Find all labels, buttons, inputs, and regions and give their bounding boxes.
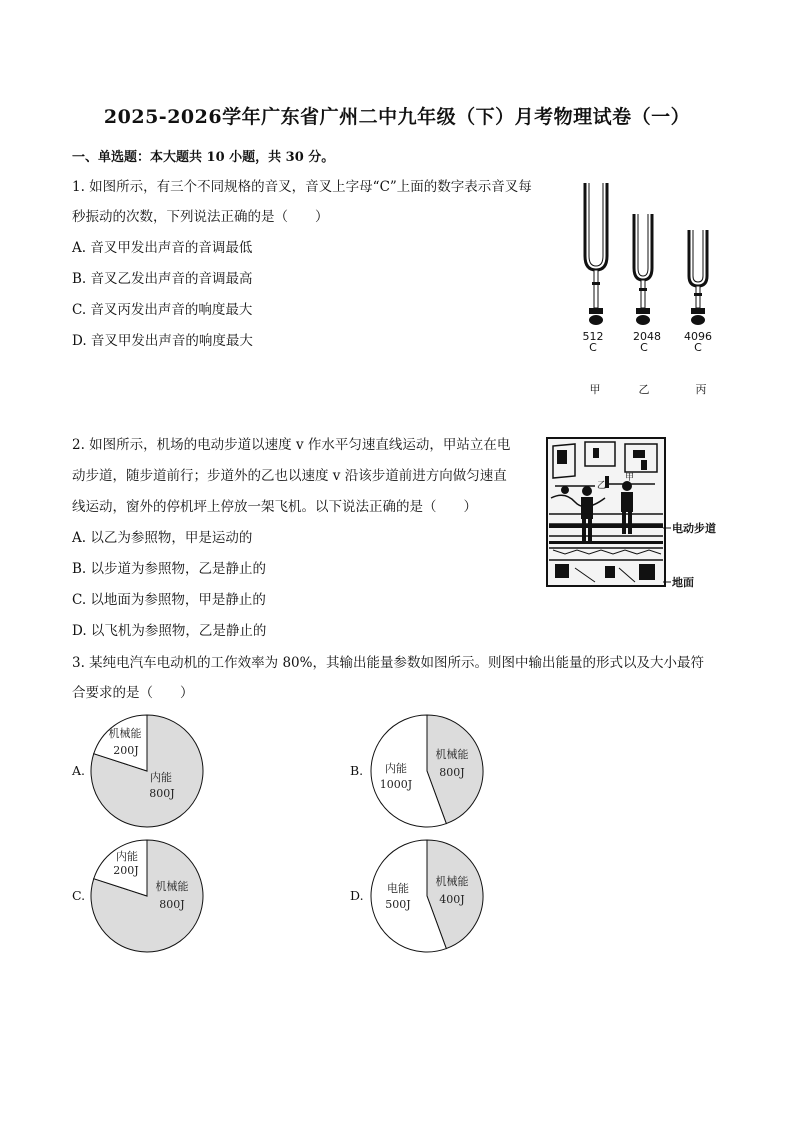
ground-label: 地面: [672, 576, 694, 589]
airport-walkway-figure: [545, 436, 725, 591]
q3-pie-c: [88, 837, 206, 955]
pie-b-white-value: 1000J: [379, 778, 413, 791]
q1-option-a: A. 音叉甲发出声音的音调最低: [72, 240, 253, 256]
q1-option-c: C. 音叉丙发出声音的响度最大: [72, 302, 253, 318]
q1-option-b: B. 音叉乙发出声音的音调最高: [72, 271, 253, 287]
pie-b-gray-name: 机械能: [435, 748, 469, 761]
q3-stem-line-1: 3. 某纯电汽车电动机的工作效率为 80%，其输出能量参数如图所示。则图中输出能量的形式以及大小最符: [72, 655, 704, 671]
q1-option-d: D. 音叉甲发出声音的响度最大: [72, 333, 253, 349]
pie-c-white-name: 内能: [116, 850, 138, 863]
q3-option-d-letter: D.: [350, 888, 364, 903]
q3-pie-d: [368, 837, 486, 955]
tuning-fork-jia: [583, 183, 608, 396]
pie-c-white-value: 200J: [113, 864, 139, 877]
exam-title: 2025-2026学年广东省广州二中九年级（下）月考物理试卷（一）: [103, 106, 691, 128]
pie-a-white-name: 机械能: [108, 727, 142, 740]
fork-letter-bing: C: [694, 341, 702, 354]
pie-d-gray-name: 机械能: [435, 875, 469, 888]
fork-name-bing: 丙: [695, 383, 707, 396]
q3-pie-b: [368, 712, 486, 830]
q3-option-b-letter: B.: [350, 763, 364, 778]
pie-a-gray-name: 内能: [150, 771, 172, 784]
fork-freq-yi: 2048: [633, 330, 661, 343]
pie-b-gray-value: 800J: [439, 766, 465, 779]
q1-stem-line-2: 秒振动的次数，下列说法正确的是（ ）: [72, 209, 329, 225]
person-yi-label: 乙: [597, 481, 607, 491]
q2-stem-line-1: 2. 如图所示，机场的电动步道以速度 v 作水平匀速直线运动，甲站立在电: [72, 437, 511, 453]
tuning-fork-bing: [684, 230, 712, 396]
tuning-fork-yi: [633, 214, 661, 396]
q2-option-a: A. 以乙为参照物，甲是运动的: [72, 530, 253, 546]
fork-freq-bing: 4096: [684, 330, 712, 343]
pie-a-gray-value: 800J: [149, 787, 175, 800]
fork-name-yi: 乙: [638, 383, 650, 396]
fork-letter-jia: C: [589, 341, 597, 354]
pie-c-gray-name: 机械能: [155, 880, 189, 893]
q2-option-b: B. 以步道为参照物，乙是静止的: [72, 561, 267, 577]
pie-d-white-name: 电能: [387, 882, 409, 895]
pie-a-white-value: 200J: [113, 744, 139, 757]
q3-pie-a: [88, 712, 206, 830]
person-jia-label: 甲: [625, 473, 635, 483]
section-heading: 一、单选题：本大题共 10 小题，共 30 分。: [72, 150, 335, 165]
fork-letter-yi: C: [640, 341, 648, 354]
fork-name-jia: 甲: [589, 383, 601, 396]
pie-d-white-value: 500J: [385, 898, 411, 911]
q1-stem-line-1: 1. 如图所示，有三个不同规格的音叉，音叉上字母“C”上面的数字表示音叉每: [72, 179, 532, 195]
q3-stem-line-2: 合要求的是（ ）: [72, 685, 194, 701]
tuning-forks-figure: [565, 178, 730, 403]
q3-option-a-letter: A.: [72, 763, 86, 778]
q2-option-c: C. 以地面为参照物，甲是静止的: [72, 592, 266, 608]
pie-d-gray-value: 400J: [439, 893, 465, 906]
q2-stem-line-2: 动步道，随步道前行；步道外的乙也以速度 v 沿该步道前进方向做匀速直: [72, 468, 507, 484]
q2-option-d: D. 以飞机为参照物，乙是静止的: [72, 623, 267, 639]
walkway-label: 电动步道: [672, 522, 716, 535]
q3-option-c-letter: C.: [72, 888, 86, 903]
pie-c-gray-value: 800J: [159, 898, 185, 911]
pie-b-white-name: 内能: [385, 762, 407, 775]
q2-stem-line-3: 线运动，窗外的停机坪上停放一架飞机。以下说法正确的是（ ）: [72, 499, 477, 515]
fork-freq-jia: 512: [582, 330, 604, 343]
